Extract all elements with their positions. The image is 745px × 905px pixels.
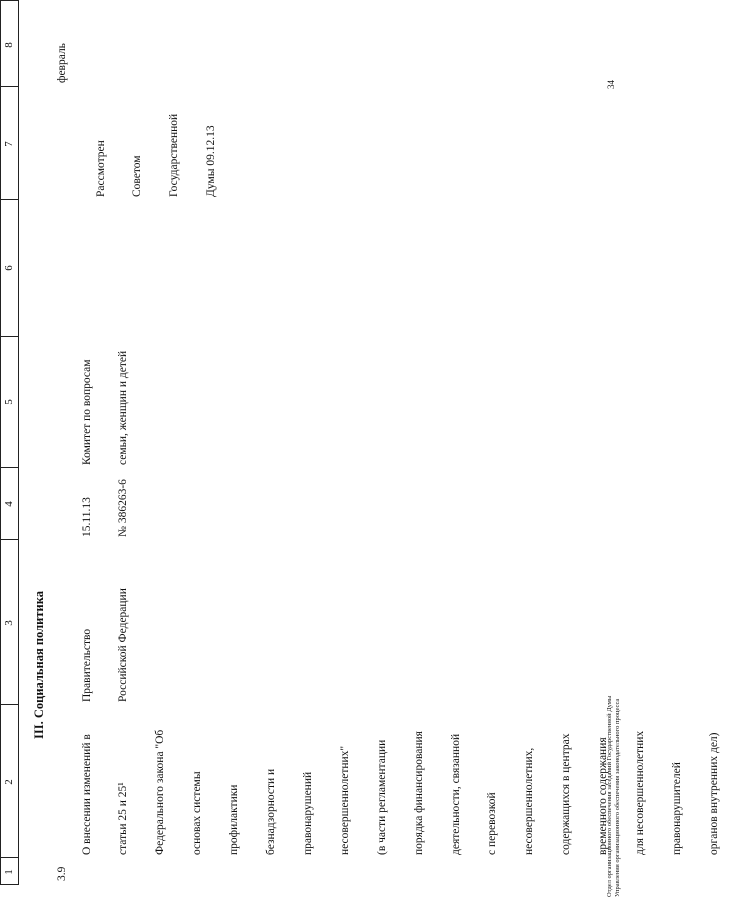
- section-title: III. Социальная политика: [32, 591, 46, 739]
- col-sep: [0, 86, 19, 87]
- row-title: [56, 730, 745, 855]
- committee-line: семьи, женщин и детей: [117, 350, 130, 465]
- column-header-3: 3: [3, 620, 15, 626]
- col-sep: [0, 336, 19, 337]
- col-sep: [0, 0, 19, 1]
- month: февраль: [56, 43, 68, 83]
- row-title-line: правонарушителей: [670, 762, 683, 855]
- row-title-line: с перевозкой: [486, 792, 499, 855]
- date-number: [56, 479, 154, 537]
- column-header-1: 1: [3, 869, 15, 875]
- col-sep: [0, 539, 19, 540]
- footer-line-2: Управления организационного обеспечения законодательного процесса: [614, 698, 621, 897]
- row-title-line: безнадзорности и: [265, 768, 278, 855]
- col-sep: [0, 704, 19, 705]
- column-header-8: 8: [3, 42, 15, 48]
- row-title-line: правонарушений: [301, 771, 314, 855]
- column-header-5: 5: [3, 399, 15, 405]
- row-title-line: деятельности, связанной: [449, 733, 462, 855]
- row-title-line: (в части регламентации: [375, 739, 388, 855]
- row-title-line: для несовершеннолетних: [633, 730, 646, 855]
- bill-number: № 386263-6: [117, 479, 130, 537]
- row-title-line: статьи 25 и 25¹: [117, 782, 130, 855]
- row-title-line: О внесении изменений в: [80, 734, 93, 855]
- initiator-line: Российской Федерации: [117, 588, 130, 702]
- initiator-line: Правительство: [80, 628, 93, 702]
- date-line: 15.11.13: [80, 497, 93, 537]
- row-title-line: профилактики: [228, 784, 241, 855]
- footer: [606, 696, 622, 897]
- column-header-2: 2: [3, 779, 15, 785]
- status-line: Думы 09.12.13: [205, 125, 218, 197]
- row-title-line: содержащихся в центрах: [560, 733, 573, 855]
- col-sep: [0, 199, 19, 200]
- row-number: 3.9: [56, 866, 68, 881]
- column-header-7: 7: [3, 141, 15, 147]
- row-title-line: временного содержания: [597, 737, 610, 855]
- row-title-line: Федерального закона "Об: [154, 729, 167, 855]
- committee-line: Комитет по вопросам: [80, 359, 93, 465]
- status-line: Государственной: [168, 113, 181, 197]
- page-number: 34: [606, 80, 616, 89]
- row-title-line: несовершеннолетних,: [523, 747, 536, 855]
- col-sep: [0, 467, 19, 468]
- row-title-line: порядка финансирования: [412, 731, 425, 855]
- row-title-line: основах системы: [191, 771, 204, 855]
- status-line: Советом: [131, 155, 144, 197]
- status-line: Рассмотрен: [94, 140, 107, 197]
- row-title-line: органов внутренних дел): [707, 732, 720, 855]
- header-bottom-border: [18, 0, 19, 885]
- column-header-6: 6: [3, 265, 15, 271]
- committee: [56, 351, 154, 465]
- column-header-4: 4: [3, 501, 15, 507]
- row-title-line: несовершеннолетних": [338, 745, 351, 855]
- initiator: [56, 588, 154, 702]
- table-top-border: [0, 0, 1, 885]
- footer-line-1: Отдел организационного обеспечения заседаний Государственной Думы: [606, 695, 613, 897]
- status: [70, 114, 242, 197]
